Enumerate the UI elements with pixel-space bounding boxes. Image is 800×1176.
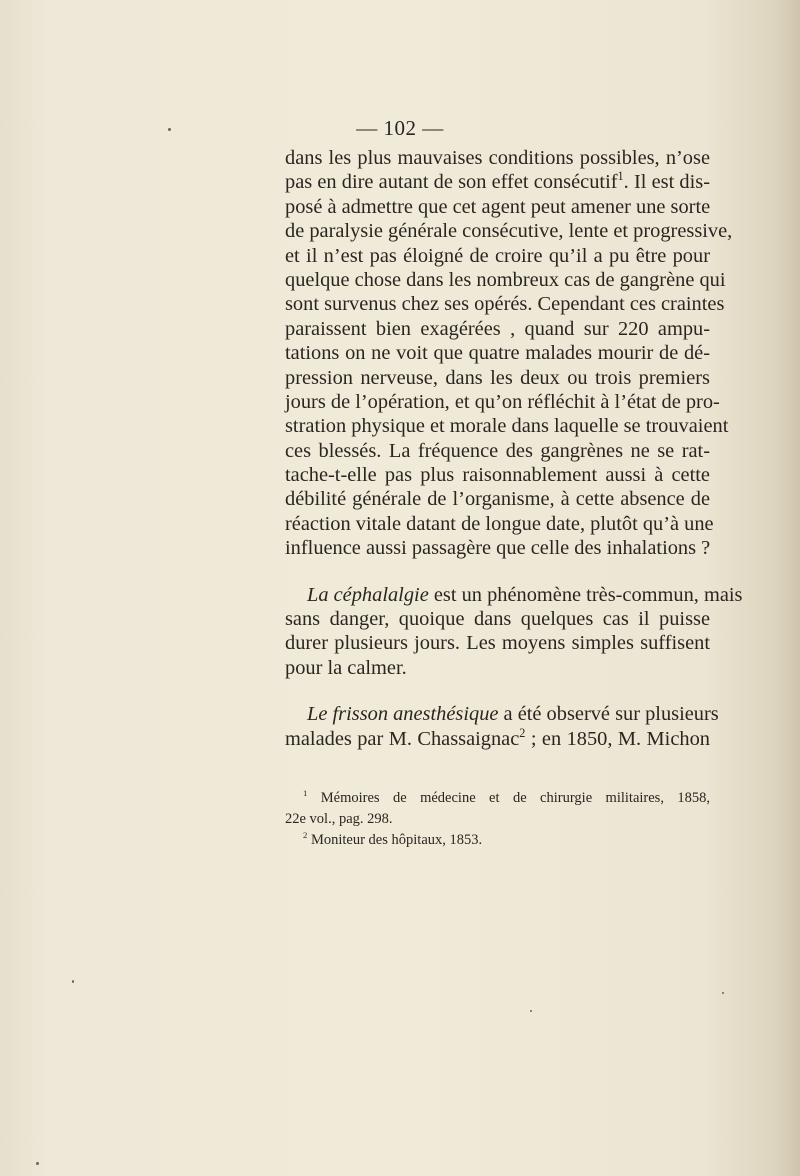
- paragraph-spacer: [285, 680, 710, 702]
- text-line: [285, 170, 710, 194]
- text-span: . Il est dis-: [623, 171, 710, 194]
- text-line: influence aussi passagère que celle des inhalations ?: [285, 537, 711, 560]
- text-line: dans les plus mauvaises conditions possibles, n’ose: [285, 147, 710, 169]
- text-span: pas en dire autant de son effet consécutif: [285, 171, 618, 194]
- text-line: [285, 702, 719, 726]
- text-line: pression nerveuse, dans les deux ou trois premiers: [285, 366, 710, 389]
- italic-term: La céphalalgie: [307, 583, 429, 606]
- text-line: [285, 727, 710, 751]
- paper-speck: [168, 128, 171, 131]
- text-line: durer plusieurs jours. Les moyens simples suffisent: [285, 632, 710, 655]
- footnote-ref-2: 2: [519, 725, 526, 740]
- paragraph-spacer: [285, 561, 710, 583]
- text-line: paraissent bien exagérées , quand sur 220 ampu-: [285, 317, 710, 340]
- text-line: tations on ne voit que quatre malades mourir de dé-: [285, 342, 710, 365]
- text-span: ; en 1850, M. Michon: [525, 727, 710, 750]
- page-number: — 102 —: [356, 116, 444, 140]
- text-line: sont survenus chez ses opérés. Cependant ces craintes: [285, 293, 725, 316]
- text-line: stration physique et morale dans laquelle se trouvaient: [285, 415, 729, 438]
- text-line: réaction vitale datant de longue date, plutôt qu’à une: [285, 512, 714, 535]
- text-line: pour la calmer.: [285, 656, 407, 679]
- footnote-marker: 1: [303, 788, 308, 799]
- footnote-1: [285, 788, 710, 809]
- footnote-text: Mémoires de médecine et de chirurgie militaires, 1858,: [307, 790, 710, 806]
- text-line: [285, 583, 743, 607]
- footnote-1-continued: 22e vol., pag. 298.: [285, 811, 393, 827]
- paper-speck: [530, 1010, 532, 1012]
- footnote-2: [285, 830, 710, 851]
- text-span: malades par M. Chassaignac: [285, 727, 520, 750]
- text-span: a été observé sur plusieurs: [498, 703, 719, 726]
- text-line: et il n’est pas éloigné de croire qu’il a pu être pour: [285, 244, 710, 267]
- italic-term: Le frisson anesthésique: [307, 703, 499, 726]
- footnote-text: Moniteur des hôpitaux, 1853.: [307, 832, 483, 848]
- text-line: quelque chose dans les nombreux cas de gangrène qui: [285, 268, 726, 291]
- paragraph-1: [285, 146, 733, 561]
- body-text: [285, 146, 743, 751]
- text-line: débilité générale de l’organisme, à cette absence de: [285, 488, 710, 511]
- paper-speck: [36, 1162, 39, 1165]
- text-line: posé à admettre que cet agent peut amener une sorte: [285, 195, 711, 218]
- footnote-ref-1: 1: [617, 169, 624, 184]
- footnotes: [285, 788, 710, 851]
- text-span: est un phénomène très-commun, mais: [428, 583, 743, 606]
- text-line: tache-t-elle pas plus raisonnablement aussi à cette: [285, 464, 710, 487]
- text-line: de paralysie générale consécutive, lente et progressive,: [285, 220, 733, 243]
- paper-speck: [722, 992, 724, 994]
- text-line: sans danger, quoique dans quelques cas il puisse: [285, 608, 710, 631]
- paragraph-3: [285, 702, 719, 751]
- text-line: ces blessés. La fréquence des gangrènes ne se rat-: [285, 439, 710, 462]
- paper-speck: [72, 980, 74, 983]
- paragraph-2: [285, 583, 743, 681]
- footnote-marker: 2: [303, 830, 308, 841]
- text-line: jours de l’opération, et qu’on réfléchit à l’état de pro-: [285, 390, 720, 413]
